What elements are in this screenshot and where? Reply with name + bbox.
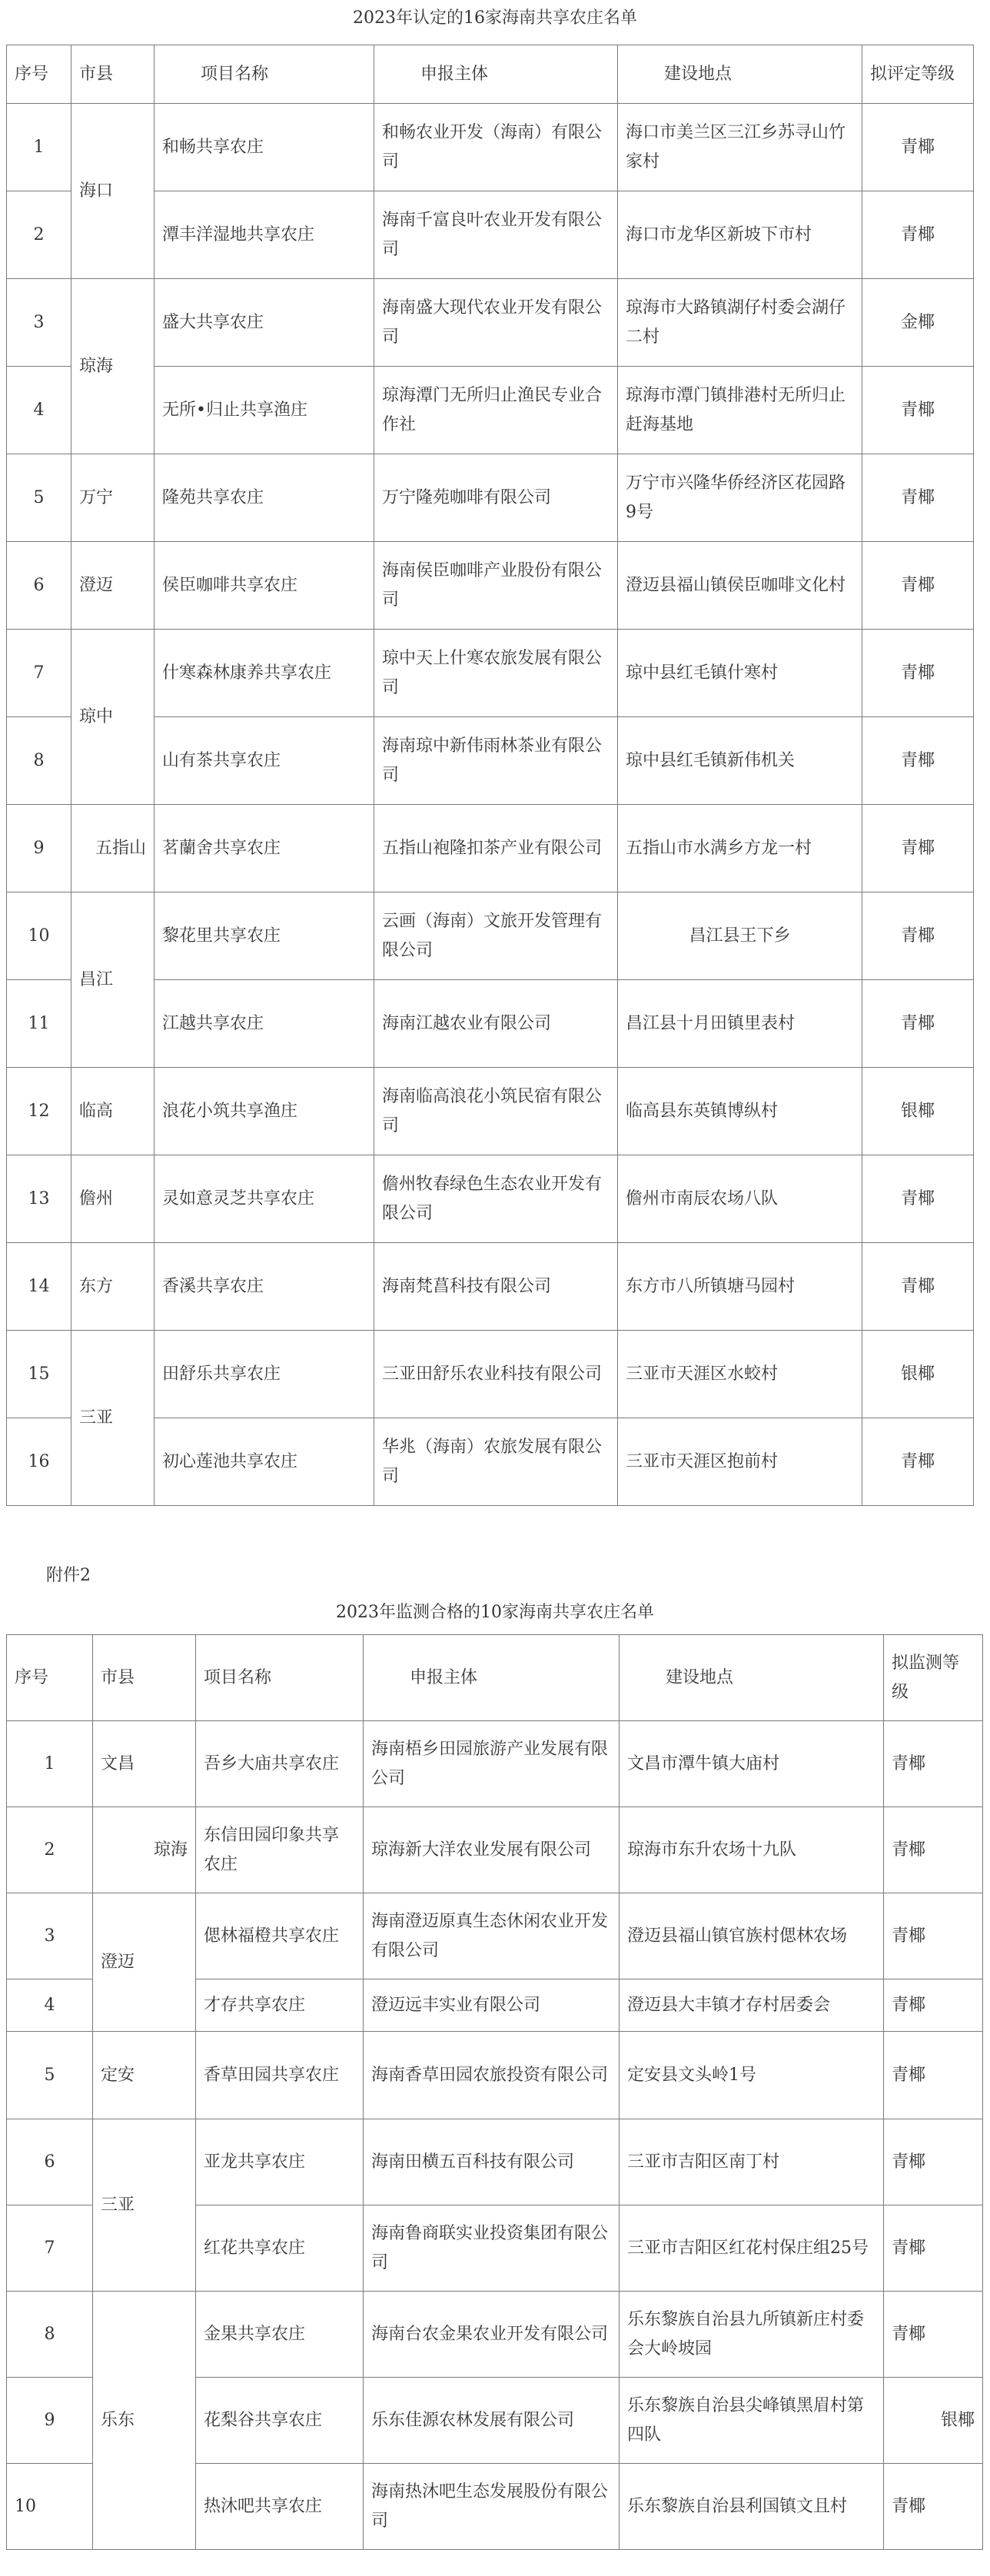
row-city: 乐东: [93, 2292, 196, 2550]
row-project: 灵如意灵芝共享农庄: [154, 1155, 374, 1243]
table2-title: 2023年监测合格的10家海南共享农庄名单: [336, 1603, 654, 1622]
row-org: 三亚田舒乐农业科技有限公司: [374, 1331, 618, 1418]
row-level: 青椰: [884, 1721, 983, 1807]
row-no: 5: [7, 2032, 93, 2119]
row-no: 11: [7, 980, 71, 1068]
row-project: 偲林福橙共享农庄: [196, 1893, 364, 1979]
row-city: 文昌: [93, 1721, 196, 1807]
row-no: 9: [7, 2378, 93, 2464]
row-level: 青椰: [862, 805, 974, 892]
row-no: 16: [7, 1418, 71, 1506]
row-no: 2: [7, 1807, 93, 1893]
row-project: 隆苑共享农庄: [154, 454, 374, 542]
table-row: [7, 2032, 983, 2119]
table-row: [7, 1068, 974, 1155]
row-city: 临高: [71, 1068, 154, 1155]
row-site: 三亚市吉阳区红花村保庄组25号: [620, 2205, 884, 2292]
row-org: 海南千富良叶农业开发有限公司: [374, 191, 618, 279]
row-level: 青椰: [862, 542, 974, 630]
table2-header-row: [7, 1635, 983, 1721]
table-row: [7, 542, 974, 630]
row-level: 银椰: [862, 1068, 974, 1155]
row-no: 8: [7, 717, 71, 805]
row-site: 琼中县红毛镇新伟机关: [618, 717, 862, 805]
row-site: 昌江县十月田镇里表村: [618, 980, 862, 1068]
header-org: 申报主体: [364, 1635, 620, 1721]
row-city: 定安: [93, 2032, 196, 2119]
row-city: 三亚: [71, 1331, 154, 1506]
row-org: 海南盛大现代农业开发有限公司: [374, 279, 618, 367]
table-row: [7, 630, 974, 717]
row-project: 东信田园印象共享农庄: [196, 1807, 364, 1893]
row-site: 临高县东英镇博纵村: [618, 1068, 862, 1155]
row-level: 青椰: [862, 191, 974, 279]
row-no: 8: [7, 2292, 93, 2378]
row-level: 青椰: [862, 1243, 974, 1331]
row-project: 无所•归止共享渔庄: [154, 367, 374, 454]
row-org: 云画（海南）文旅开发管理有限公司: [374, 892, 618, 980]
row-org: 万宁隆苑咖啡有限公司: [374, 454, 618, 542]
row-no: 5: [7, 454, 71, 542]
attachment-label: 附件2: [46, 1566, 91, 1585]
row-no: 12: [7, 1068, 71, 1155]
header-no: 序号: [7, 1635, 93, 1721]
row-site: 东方市八所镇塘马园村: [618, 1243, 862, 1331]
row-site: 琼海市东升农场十九队: [620, 1807, 884, 1893]
header-project: 项目名称: [154, 45, 374, 104]
row-no: 9: [7, 805, 71, 892]
row-project: 茗蘭舍共享农庄: [154, 805, 374, 892]
row-level: 青椰: [862, 104, 974, 191]
row-project: 吾乡大庙共享农庄: [196, 1721, 364, 1807]
row-project: 和畅共享农庄: [154, 104, 374, 191]
row-project: 侯臣咖啡共享农庄: [154, 542, 374, 630]
row-level: 青椰: [884, 1893, 983, 1979]
row-project: 田舒乐共享农庄: [154, 1331, 374, 1418]
row-project: 热沐吧共享农庄: [196, 2464, 364, 2550]
row-level: 青椰: [884, 2205, 983, 2292]
row-org: 儋州牧春绿色生态农业开发有限公司: [374, 1155, 618, 1243]
row-site: 琼海市潭门镇排港村无所归止赶海基地: [618, 367, 862, 454]
row-org: 海南琼中新伟雨林茶业有限公司: [374, 717, 618, 805]
row-org: 海南台农金果农业开发有限公司: [364, 2292, 620, 2378]
table-row: [7, 805, 974, 892]
row-project: 花梨谷共享农庄: [196, 2378, 364, 2464]
row-project: 金果共享农庄: [196, 2292, 364, 2378]
row-site: 三亚市天涯区抱前村: [618, 1418, 862, 1506]
row-org: 乐东佳源农林发展有限公司: [364, 2378, 620, 2464]
row-site: 昌江县王下乡: [618, 892, 862, 980]
row-level: 青椰: [862, 892, 974, 980]
row-org: 五指山袍隆扣茶产业有限公司: [374, 805, 618, 892]
row-no: 10: [7, 892, 71, 980]
row-city: 万宁: [71, 454, 154, 542]
row-city: 三亚: [93, 2119, 196, 2292]
table1: [6, 45, 974, 1506]
row-site: 海口市龙华区新坡下市村: [618, 191, 862, 279]
row-site: 三亚市吉阳区南丁村: [620, 2119, 884, 2205]
row-org: 海南鲁商联实业投资集团有限公司: [364, 2205, 620, 2292]
row-city: 海口: [71, 104, 154, 279]
header-site: 建设地点: [618, 45, 862, 104]
row-city: 五指山: [71, 805, 154, 892]
row-site: 乐东黎族自治县利国镇文且村: [620, 2464, 884, 2550]
row-city: 琼海: [93, 1807, 196, 1893]
row-project: 红花共享农庄: [196, 2205, 364, 2292]
row-city: 澄迈: [93, 1893, 196, 2032]
row-no: 4: [7, 1979, 93, 2032]
row-project: 什寒森林康养共享农庄: [154, 630, 374, 717]
row-org: 和畅农业开发（海南）有限公司: [374, 104, 618, 191]
row-project: 潭丰洋湿地共享农庄: [154, 191, 374, 279]
row-level: 青椰: [862, 980, 974, 1068]
table-row: [7, 104, 974, 191]
header-level: 拟监测等级: [884, 1635, 983, 1721]
row-level: 银椰: [884, 2378, 983, 2464]
row-org: 澄迈远丰实业有限公司: [364, 1979, 620, 2032]
row-site: 澄迈县大丰镇才存村居委会: [620, 1979, 884, 2032]
row-no: 3: [7, 279, 71, 367]
row-level: 青椰: [862, 717, 974, 805]
row-site: 五指山市水满乡方龙一村: [618, 805, 862, 892]
header-project: 项目名称: [196, 1635, 364, 1721]
table-row: [7, 1893, 983, 1979]
row-site: 万宁市兴隆华侨经济区花园路9号: [618, 454, 862, 542]
row-site: 文昌市潭牛镇大庙村: [620, 1721, 884, 1807]
row-no: 1: [7, 104, 71, 191]
row-project: 初心莲池共享农庄: [154, 1418, 374, 1506]
row-level: 青椰: [862, 454, 974, 542]
row-project: 山有茶共享农庄: [154, 717, 374, 805]
row-org: 海南临高浪花小筑民宿有限公司: [374, 1068, 618, 1155]
row-site: 三亚市天涯区水蛟村: [618, 1331, 862, 1418]
row-no: 3: [7, 1893, 93, 1979]
table-row: [7, 1721, 983, 1807]
table-row: [7, 1331, 974, 1418]
row-site: 乐东黎族自治县尖峰镇黑眉村第四队: [620, 2378, 884, 2464]
row-level: 青椰: [884, 2032, 983, 2119]
row-city: 澄迈: [71, 542, 154, 630]
table-row: [7, 1807, 983, 1893]
row-no: 1: [7, 1721, 93, 1807]
row-level: 青椰: [884, 1807, 983, 1893]
row-no: 6: [7, 542, 71, 630]
row-org: 琼海潭门无所归止渔民专业合作社: [374, 367, 618, 454]
table1-header-row: [7, 45, 974, 104]
row-city: 昌江: [71, 892, 154, 1068]
row-org: 华兆（海南）农旅发展有限公司: [374, 1418, 618, 1506]
row-level: 青椰: [884, 1979, 983, 2032]
row-no: 13: [7, 1155, 71, 1243]
table-row: [7, 2119, 983, 2205]
row-no: 2: [7, 191, 71, 279]
row-no: 10: [7, 2464, 93, 2550]
table-row: [7, 454, 974, 542]
row-no: 15: [7, 1331, 71, 1418]
row-city: 琼海: [71, 279, 154, 454]
row-site: 琼中县红毛镇什寒村: [618, 630, 862, 717]
row-project: 江越共享农庄: [154, 980, 374, 1068]
table2: [6, 1634, 983, 2550]
row-org: 海南热沐吧生态发展股份有限公司: [364, 2464, 620, 2550]
row-org: 海南香草田园农旅投资有限公司: [364, 2032, 620, 2119]
row-org: 琼中天上什寒农旅发展有限公司: [374, 630, 618, 717]
table-row: [7, 1243, 974, 1331]
row-level: 青椰: [862, 1155, 974, 1243]
row-project: 香草田园共享农庄: [196, 2032, 364, 2119]
row-project: 香溪共享农庄: [154, 1243, 374, 1331]
row-city: 东方: [71, 1243, 154, 1331]
row-level: 青椰: [862, 367, 974, 454]
row-no: 7: [7, 2205, 93, 2292]
row-level: 青椰: [884, 2464, 983, 2550]
row-org: 海南澄迈原真生态休闲农业开发有限公司: [364, 1893, 620, 1979]
row-level: 青椰: [862, 630, 974, 717]
row-org: 海南梧乡田园旅游产业发展有限公司: [364, 1721, 620, 1807]
header-level: 拟评定等级: [862, 45, 974, 104]
row-no: 4: [7, 367, 71, 454]
row-city: 琼中: [71, 630, 154, 805]
row-org: 琼海新大洋农业发展有限公司: [364, 1807, 620, 1893]
row-project: 盛大共享农庄: [154, 279, 374, 367]
row-site: 定安县文头岭1号: [620, 2032, 884, 2119]
table-row: [7, 1155, 974, 1243]
row-level: 青椰: [862, 1418, 974, 1506]
header-site: 建设地点: [620, 1635, 884, 1721]
row-org: 海南梵菖科技有限公司: [374, 1243, 618, 1331]
row-no: 6: [7, 2119, 93, 2205]
header-city: 市县: [71, 45, 154, 104]
row-project: 浪花小筑共享渔庄: [154, 1068, 374, 1155]
row-site: 儋州市南辰农场八队: [618, 1155, 862, 1243]
row-org: 海南田横五百科技有限公司: [364, 2119, 620, 2205]
row-level: 银椰: [862, 1331, 974, 1418]
row-no: 14: [7, 1243, 71, 1331]
row-site: 琼海市大路镇湖仔村委会湖仔二村: [618, 279, 862, 367]
row-site: 澄迈县福山镇官族村偲林农场: [620, 1893, 884, 1979]
header-no: 序号: [7, 45, 71, 104]
row-org: 海南侯臣咖啡产业股份有限公司: [374, 542, 618, 630]
table-row: [7, 2292, 983, 2378]
table1-title: 2023年认定的16家海南共享农庄名单: [353, 8, 637, 28]
header-org: 申报主体: [374, 45, 618, 104]
row-site: 海口市美兰区三江乡苏寻山竹家村: [618, 104, 862, 191]
row-city: 儋州: [71, 1155, 154, 1243]
table-row: [7, 892, 974, 980]
header-city: 市县: [93, 1635, 196, 1721]
row-project: 亚龙共享农庄: [196, 2119, 364, 2205]
row-org: 海南江越农业有限公司: [374, 980, 618, 1068]
row-level: 金椰: [862, 279, 974, 367]
row-site: 乐东黎族自治县九所镇新庄村委会大岭坡园: [620, 2292, 884, 2378]
row-level: 青椰: [884, 2292, 983, 2378]
row-project: 黎花里共享农庄: [154, 892, 374, 980]
table-row: [7, 279, 974, 367]
row-level: 青椰: [884, 2119, 983, 2205]
row-project: 才存共享农庄: [196, 1979, 364, 2032]
row-site: 澄迈县福山镇侯臣咖啡文化村: [618, 542, 862, 630]
row-no: 7: [7, 630, 71, 717]
